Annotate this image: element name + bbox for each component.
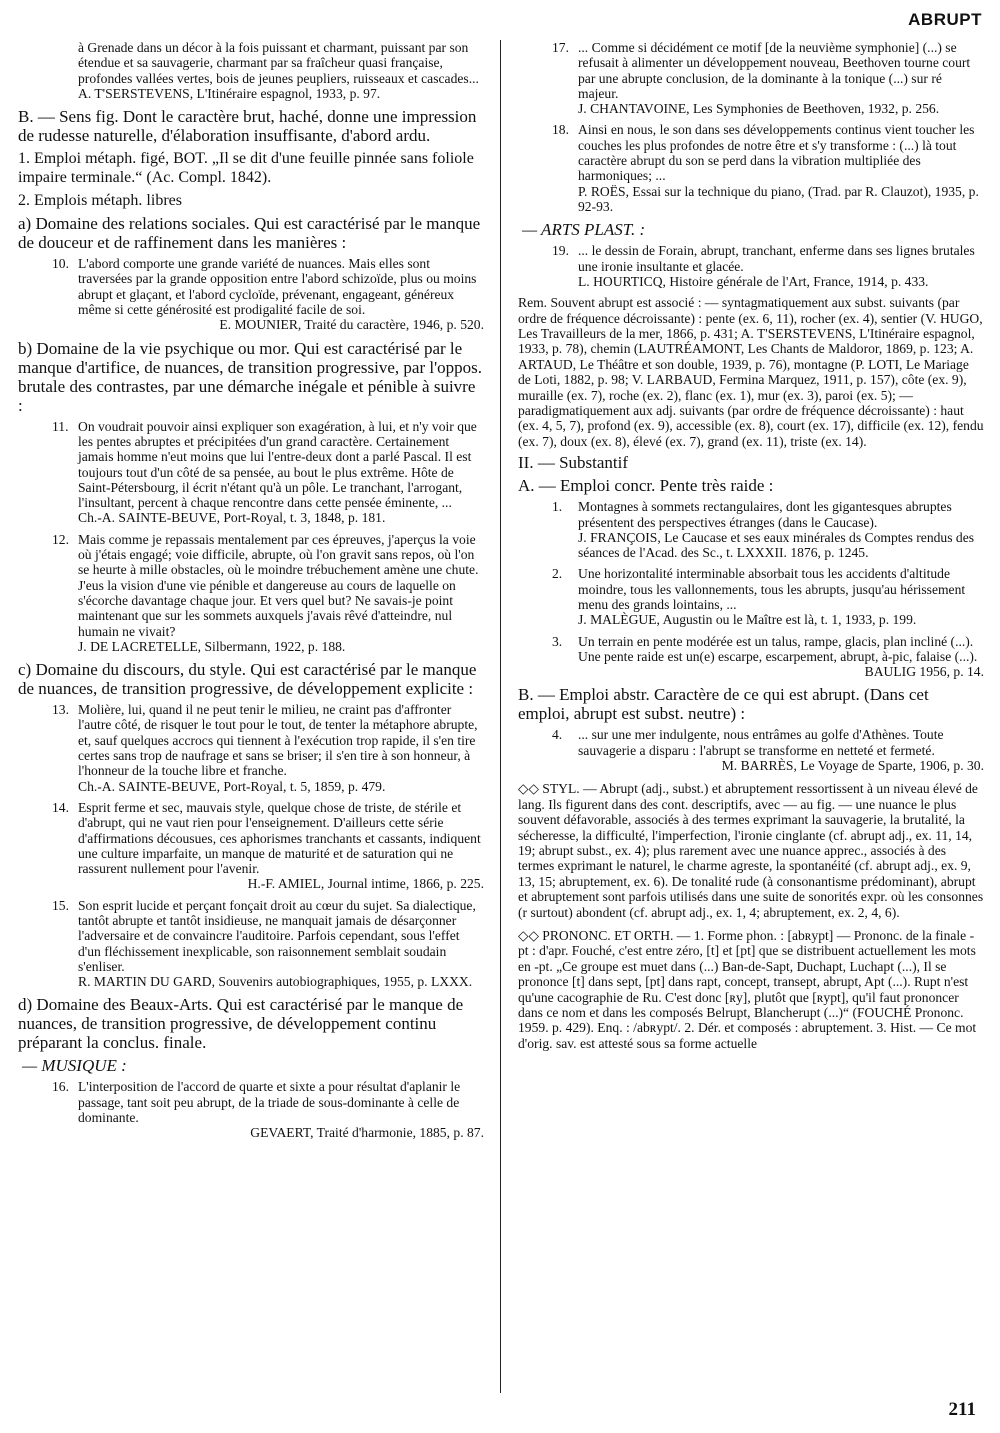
example-source: M. BARRÈS, Le Voyage de Sparte, 1906, p. 30. (721, 758, 984, 774)
example-source: H.-F. AMIEL, Journal intime, 1866, p. 225. (247, 876, 484, 892)
example-number: 1. (552, 499, 563, 515)
example-number: 11. (52, 418, 69, 434)
example-text: ... sur une mer indulgente, nous entrâmes au golfe d'Athènes. Toute sauvagerie a disparu : l'abrupt se transforme en netteté et fermeté. (578, 727, 944, 758)
domain-c-heading: c) Domaine du discours, du style. Qui est caractérisé par le manque de nuances, de transition progressive, de développement explicite : (18, 660, 477, 699)
example-number: 10. (52, 256, 69, 272)
domain-b-heading: b) Domaine de la vie psychique ou mor. Qui est caractérisé par le manque d'artifice, de nuances, de transition progressive, par l'oppos. brutale des contrastes, par une démarche inégale et pénible à suivre : (18, 338, 483, 415)
styl-paragraph: ◇◇ STYL. — Abrupt (adj., subst.) et abruptement ressortissent à un niveau élevé de lang. Ils figurent dans des cont. descriptifs, avec — au fig. — une nuance le plus souvent défavorable, associés à des termes exprimant la sauvagerie, la brutalité, la sécheresse, la difficulté, l'imperfection, l'ironie cinglante (cf. abrupt adj., ex. 11, 14, 19; abrupt subst., ex. 4); plus rarement avec une nuance apprec., associés à des termes exprimant le naturel, le charme agreste, la spontanéité (cf. abrupt adj., ex. 9, 13, 15; abruptement, ex. 6). De tonalité rude (à consonantisme prédominant), abrupt et abruptement sont parfois utilisés dans une suite de sonorités expr. où les consonnes (r surtout) abondent (cf. abrupt adj., ex. 1, 4; abruptement, ex. 2, 4, 6). (518, 781, 984, 920)
example-text: Montagnes à sommets rectangulaires, dont les gigantesques abruptes présentent des perspectives étranges (dans le Caucase). (578, 499, 952, 530)
example-12 (18, 532, 484, 654)
example-text: Une horizontalité interminable absorbait tous les accidents d'altitude moindre, tous les vallonnements, tous les abrupts, jusqu'au hérissement menu des grands lointains, ... (578, 566, 966, 612)
example-source: L. HOURTICQ, Histoire générale de l'Art, France, 1914, p. 433. (578, 273, 929, 289)
example-number: 2. (552, 566, 563, 582)
example-source: J. CHANTAVOINE, Les Symphonies de Beethoven, 1932, p. 256. (578, 101, 940, 117)
example-number: 18. (552, 122, 569, 138)
subst-example-2 (518, 566, 984, 627)
example-source: J. MALÈGUE, Augustin ou le Maître est là, t. 1, 1933, p. 199. (578, 612, 917, 628)
example-source: BAULIG 1956, p. 14. (864, 664, 984, 680)
page-number: 211 (948, 1399, 976, 1420)
example-14 (18, 800, 484, 892)
example-text: Esprit ferme et sec, mauvais style, quelque chose de triste, de stérile et d'abrupt, qui ne vaut rien pour l'enseignement. D'ailleurs cette série d'affirmations décousues, ces aphorismes tranchants et cassants, indiquent une culture imparfaite, un manque de maturité et de saturation qui ne rassurent nullement pour l'avenir. (78, 799, 481, 877)
example-text: L'interposition de l'accord de quarte et sixte a pour résultat d'aplanir le passage, tant soit peu abrupt, de la triade de sous-dominante à celle de dominante. (78, 1079, 461, 1126)
example-number: 14. (52, 799, 69, 815)
example-source: J. FRANÇOIS, Le Caucase et ses eaux minérales ds Comptes rendus des séances de l'Acad. des Sc., t. LXXXII. 1876, p. 1245. (578, 529, 975, 561)
example-19 (518, 243, 984, 289)
example-source: A. T'SERSTEVENS, L'Itinéraire espagnol, 1933, p. 97. (78, 85, 381, 101)
musique-heading: — MUSIQUE : (22, 1056, 127, 1076)
example-source: Ch.-A. SAINTE-BEUVE, Port-Royal, t. 3, 1848, p. 181. (78, 510, 386, 526)
section-A-heading: A. — Emploi concr. Pente très raide : (518, 476, 774, 496)
example-text: On voudrait pouvoir ainsi expliquer son exagération, à lui, et n'y voir que les pentes abruptes et précipitées d'un grand caractère. Certainement jamais homme n'eut moins que lui l'entre-deux dont a parlé Pascal. Il est toujours tout d'un côté de sa pensée, au bout le plus extrême. Hôte de Saint-Pétersbourg, il écrit n'étant qu'à un pôle. Le tranchant, l'arrogant, l'insultant, percent à chaque rencontre dans cette pensée éminente, ... (78, 418, 477, 511)
pronunciation-paragraph: ◇◇ PRONONC. ET ORTH. — 1. Forme phon. : [abʀypt] — Prononc. de la finale -pt : d'apr. Fouché, c'est entre zéro, [t] et [pt] que se distribuent actuellement les mots en -pt. „Ce groupe est muet dans (...) Ban-de-Sapt, Duchapt, Luchapt (...), Il se prononce [t] dans sept, [pt] dans rapt, concept, transept, abrupt, Apt (...). Rupt n'est qu'une cacographie de Ru. C'est donc [ʀy], plutôt que [ʀypt], qu'il faut prononcer dans ce nom et dans les composés Belrupt, Blancherupt (...)“ (FOUCHÉ Prononc. 1959. p. 429). Enq. : /abʀypt/. 2. Dér. et composés : abruptement. 3. Hist. — Ce mot d'orig. sav. est attesté sous sa forme actuelle (518, 928, 977, 1051)
example-10 (18, 256, 484, 332)
example-text: Son esprit lucide et perçant fonçait droit au cœur du sujet. Sa dialectique, tantôt abrupte et tantôt insidieuse, ne manquait jamais de désarçonner l'adversaire et de convaincre l'auditoire. Parfois cependant, sous l'effet d'un fléchissement inexplicable, son raisonnement semblait soudain s'enliser. (78, 897, 476, 974)
example-13 (18, 702, 484, 794)
remark-paragraph: Rem. Souvent abrupt est associé : — syntagmatiquement aux subst. suivants (par ordre de fréquence décroissante) : pente (ex. 6, 11), rocher (ex. 4), sentier (V. HUGO, Les Travailleurs de la mer, 1866, p. 431; A. T'SERSTEVENS, L'Itinéraire espagnol, 1933, p. 78), chemin (LAUTRÉAMONT, Les Chants de Maldoror, 1869, p. 123; A. ARTAUD, Le Théâtre et son double, 1939, p. 76), montagne (P. LOTI, Le Mariage de Loti, 1882, p. 98; V. LARBAUD, Fermina Marquez, 1911, p. 157), côte (ex. 9), muraille (ex. 7), roche (ex. 2), flanc (ex. 1), mur (ex. 3), paroi (ex. 5); — paradigmatiquement aux adj. suivants (par ordre de fréquence décroissante) : haut (ex. 4, 5, 7), profond (ex. 9), accessible (ex. 8), court (ex. 17), difficile (ex. 12), fendu (ex. 7), doux (ex. 8), élevé (ex. 7), grand (ex. 11), triste (ex. 14). (518, 295, 984, 449)
example-source: E. MOUNIER, Traité du caractère, 1946, p. 520. (219, 317, 484, 333)
example-source: Ch.-A. SAINTE-BEUVE, Port-Royal, t. 5, 1859, p. 479. (78, 778, 386, 794)
subst-example-3 (518, 634, 984, 680)
example-source: GEVAERT, Traité d'harmonie, 1885, p. 87. (250, 1125, 484, 1141)
example-source: J. DE LACRETELLE, Silbermann, 1922, p. 188. (78, 638, 346, 654)
subsection-2-heading: 2. Emplois métaph. libres (18, 192, 182, 210)
domain-a-heading: a) Domaine des relations sociales. Qui est caractérisé par le manque de douceur et de raffinement dans les manières : (18, 214, 481, 253)
example-source: P. ROËS, Essai sur la technique du piano, (Trad. par R. Clauzot), 1935, p. 92-93. (578, 183, 979, 214)
example-11 (18, 419, 484, 526)
example-text: Mais comme je repassais mentalement par ces épreuves, j'aperçus la voie où j'étais engagé; voie difficile, abrupte, où l'on gravit sans repos, où l'on se heurte à mille obstacles, où le moindre trébuchement amène une chute. J'eus la vision d'une vie pénible et dangereuse au cours de laquelle on s'écorche davantage chaque jour. Et vers quel but? Ne savais-je point maintenant que sur les sommets auxquels j'avais rêvé d'atteindre, nul humain ne vivait? (78, 531, 479, 639)
example-15 (18, 898, 484, 990)
example-source: R. MARTIN DU GARD, Souvenirs autobiographiques, 1955, p. LXXX. (78, 974, 473, 990)
example-number: 12. (52, 531, 69, 547)
example-18 (518, 122, 984, 214)
page-header-word: ABRUPT (908, 10, 982, 29)
intro-quote (18, 40, 484, 101)
subst-example-1 (518, 499, 984, 560)
example-text: à Grenade dans un décor à la fois puissant et charmant, puissant par son étendue et sa sauvagerie, charmant par sa fraîcheur quasi française, profondes vallées vertes, bois de jeunes peupliers, ruisseaux et cascades... (78, 40, 479, 86)
right-column (518, 38, 984, 1055)
example-text: L'abord comporte une grande variété de nuances. Mais elles sont traversées par la grande opposition entre l'abord schizoïde, plus ou moins abrupt et glaçant, et l'abord cycloïde, prévenant, engageant, généreux même si cette générosité est prodigalité facile de soi. (78, 256, 477, 318)
section-II-heading: II. — Substantif (518, 453, 629, 473)
example-number: 3. (552, 633, 563, 649)
example-number: 19. (552, 243, 569, 259)
arts-plast-heading: — ARTS PLAST. : (522, 220, 646, 240)
left-column (18, 38, 484, 1147)
example-number: 15. (52, 897, 69, 913)
example-17 (518, 40, 984, 116)
example-text: Molière, lui, quand il ne peut tenir le milieu, ne craint pas d'affronter l'autre côté, de risquer le tout pour le tout, de tenter la métaphore abrupte, et, sauf quelques accrocs qui tiennent à l'exécution trop rapide, il s'en tire certes sans trop de naufrage et sans se briser; il s'en tire à son honneur, à l'honneur de la touche libre et franche. (78, 702, 478, 779)
subsection-1-heading: 1. Emploi métaph. figé, BOT. „Il se dit d'une feuille pinnée sans foliole impaire terminale.“ (Ac. Compl. 1842). (18, 150, 474, 187)
example-text: ... le dessin de Forain, abrupt, tranchant, enferme dans ses lignes brutales une ironie insultante et glacée. (578, 243, 975, 274)
section-B-abstr-heading: B. — Emploi abstr. Caractère de ce qui est abrupt. (Dans cet emploi, abrupt est subst. neutre) : (518, 685, 929, 724)
example-number: 4. (552, 727, 563, 743)
column-divider (500, 40, 501, 1393)
section-B-heading: B. — Sens fig. Dont le caractère brut, haché, donne une impression de rudesse naturelle, d'élaboration insuffisante, d'abord ardu. (18, 107, 477, 146)
example-number: 17. (552, 40, 569, 55)
example-text: Ainsi en nous, le son dans ses développements continus vient toucher les couches les plus profondes de notre être et s'y transforme : (...) là tout caractère abrupt du son se perd dans la vibration multipliée des harmoniques; ... (578, 122, 975, 184)
example-number: 13. (52, 702, 69, 718)
example-16 (18, 1079, 484, 1140)
subst-example-4 (518, 727, 984, 773)
domain-d-heading: d) Domaine des Beaux-Arts. Qui est caractérisé par le manque de nuances, de transition progressive, de développement continu préparant la conclus. finale. (18, 995, 464, 1053)
example-text: Un terrain en pente modérée est un talus, rampe, glacis, plan incliné (...). Une pente raide est un(e) escarpe, escarpement, abrupt, à-pic, falaise (...). (578, 633, 978, 664)
example-number: 16. (52, 1079, 69, 1095)
example-text: ... Comme si décidément ce motif [de la neuvième symphonie] (...) se refusait à alimenter un développement nouveau, Beethoven tourne court par une abrupte conclusion, de la dominante à la tonique (...) sur ré majeur. (578, 40, 971, 101)
